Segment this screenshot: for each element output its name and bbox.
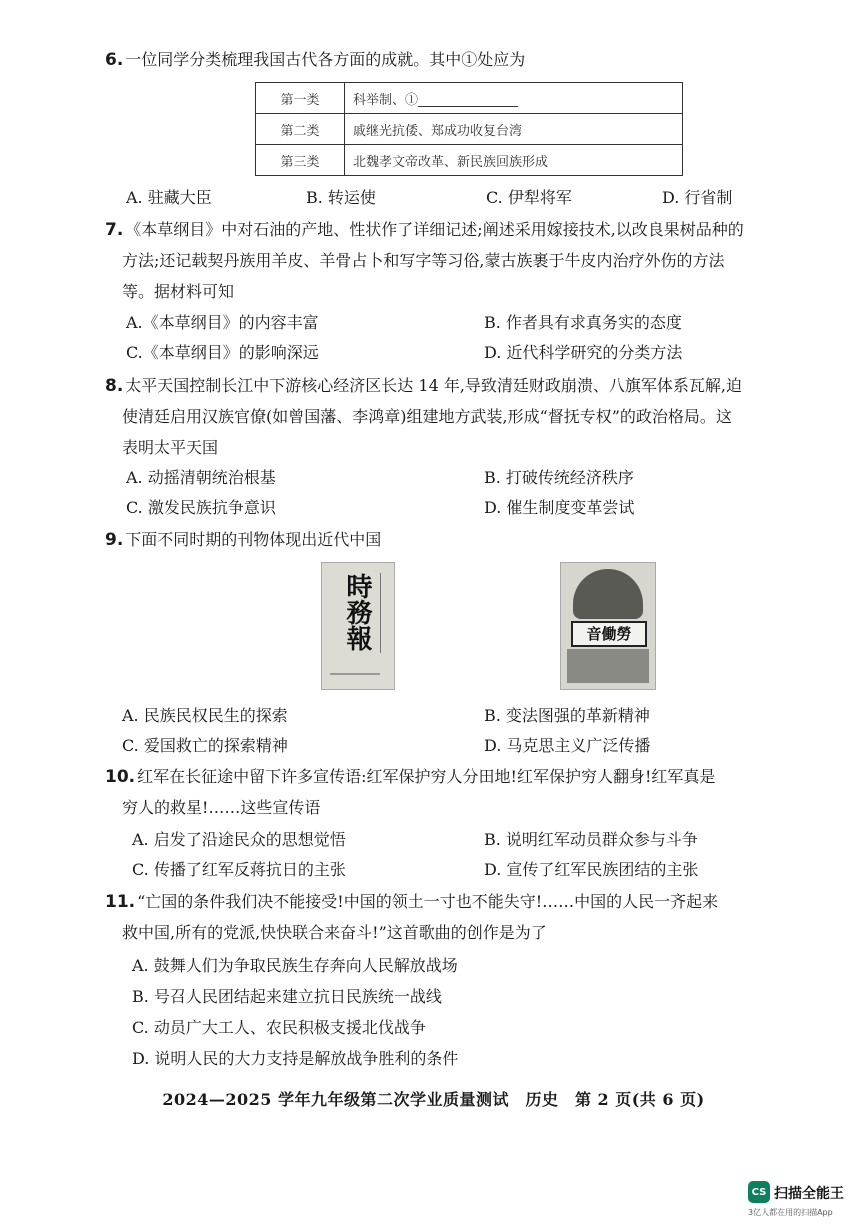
option-d[interactable]: D. 马克思主义广泛传播: [484, 736, 651, 755]
table-cell-label: 第一类: [256, 83, 345, 114]
option-d[interactable]: D. 催生制度变革尝试: [484, 498, 635, 517]
bottom-pattern: [567, 649, 649, 683]
option-b[interactable]: B. 说明红军动员群众参与斗争: [484, 830, 698, 849]
laodongyin-title: 音働勞: [571, 621, 647, 647]
option-c[interactable]: C. 爱国救亡的探索精神: [122, 736, 288, 755]
question-number: 7.: [105, 220, 124, 240]
question-number: 8.: [105, 376, 124, 396]
option-b[interactable]: B. 号召人民团结起来建立抗日民族统一战线: [132, 987, 442, 1006]
question-stem: 一位同学分类梳理我国古代各方面的成就。其中①处应为: [125, 50, 526, 69]
shiwubao-image: [321, 562, 395, 690]
question-number: 11.: [105, 892, 136, 912]
option-b[interactable]: B. 转运使: [306, 188, 376, 207]
table-row: [256, 114, 683, 145]
question-number: 10.: [105, 767, 136, 787]
question-stem-line: “亡国的条件我们决不能接受!中国的领土一寸也不能失守!……中国的人民一齐起来: [137, 892, 719, 911]
option-c[interactable]: C. 伊犁将军: [486, 188, 572, 207]
option-c[interactable]: C. 动员广大工人、农民积极支援北伐战争: [132, 1018, 426, 1037]
question-6: [105, 44, 817, 76]
option-c[interactable]: C. 传播了红军反蒋抗日的主张: [132, 860, 346, 879]
table-cell-label: 第三类: [256, 145, 345, 176]
question-stem-line: 方法;还记载契丹族用羊皮、羊骨占卜和写字等习俗,蒙古族裹于牛皮内治疗外伤的方法: [122, 251, 725, 270]
table-cell-content: 北魏孝文帝改革、新民族回族形成: [345, 145, 683, 176]
header-emblem: [573, 569, 643, 619]
question-stem-line: 红军在长征途中留下许多宣传语:红军保护穷人分田地!红军保护穷人翻身!红军真是: [137, 767, 716, 786]
option-c[interactable]: C. 激发民族抗争意识: [126, 498, 276, 517]
page-footer: 2024—2025 学年九年级第二次学业质量测试 历史 第 2 页(共 6 页): [162, 1090, 705, 1109]
table-cell-text: 科举制、①: [353, 92, 419, 108]
question-11: [105, 886, 817, 918]
question-8: [105, 370, 817, 402]
option-b[interactable]: B. 作者具有求真务实的态度: [484, 313, 682, 332]
option-d[interactable]: D. 行省制: [662, 188, 733, 207]
laodongyin-image: [560, 562, 656, 690]
option-a[interactable]: A.《本草纲目》的内容丰富: [126, 313, 319, 332]
answer-blank: [418, 94, 518, 107]
question-stem-line: 《本草纲目》中对石油的产地、性状作了详细记述;阐述采用嫁接技术,以改良果树品种的: [125, 220, 744, 239]
question-stem-line: 穷人的救星!……这些宣传语: [122, 798, 321, 817]
question-stem-line: 表明太平天国: [122, 438, 219, 457]
option-a[interactable]: A. 动摇清朝统治根基: [126, 468, 276, 487]
question-number: 6.: [105, 50, 124, 70]
question-7: [105, 214, 817, 246]
side-inscription: [380, 573, 381, 653]
option-b[interactable]: B. 变法图强的革新精神: [484, 706, 650, 725]
category-table: [255, 82, 683, 176]
table-cell-label: 第二类: [256, 114, 345, 145]
watermark-name: 扫描全能王: [774, 1186, 844, 1202]
option-a[interactable]: A. 驻藏大臣: [126, 188, 212, 207]
question-stem-line: 救中国,所有的党派,快快联合来奋斗!”这首歌曲的创作是为了: [122, 923, 547, 942]
camscanner-logo-icon: CS: [748, 1181, 770, 1203]
table-cell-content: [345, 83, 683, 114]
watermark-subtitle: 3亿人都在用的扫描App: [748, 1208, 833, 1217]
table-row: [256, 145, 683, 176]
option-a[interactable]: A. 启发了沿途民众的思想觉悟: [132, 830, 346, 849]
question-stem-line: 太平天国控制长江中下游核心经济区长达 14 年,导致清廷财政崩溃、八旗军体系瓦解,迫: [125, 376, 743, 395]
option-d[interactable]: D. 说明人民的大力支持是解放战争胜利的条件: [132, 1049, 459, 1068]
question-9: [105, 524, 817, 556]
question-stem: 下面不同时期的刊物体现出近代中国: [125, 530, 382, 549]
table-row: [256, 83, 683, 114]
option-c[interactable]: C.《本草纲目》的影响深远: [126, 343, 319, 362]
option-d[interactable]: D. 宣传了红军民族团结的主张: [484, 860, 699, 879]
question-10: [105, 761, 817, 793]
scanner-watermark: [748, 1181, 858, 1221]
shiwubao-title: 時務報: [342, 573, 372, 651]
option-b[interactable]: B. 打破传统经济秩序: [484, 468, 634, 487]
question-stem-line: 等。据材料可知: [122, 282, 235, 301]
bottom-inscription: [330, 673, 380, 675]
option-a[interactable]: A. 民族民权民生的探索: [122, 706, 288, 725]
table-cell-content: 戚继光抗倭、郑成功收复台湾: [345, 114, 683, 145]
question-stem-line: 使清廷启用汉族官僚(如曾国藩、李鸿章)组建地方武装,形成“督抚专权”的政治格局。这: [122, 407, 732, 426]
option-a[interactable]: A. 鼓舞人们为争取民族生存奔向人民解放战场: [132, 956, 458, 975]
option-d[interactable]: D. 近代科学研究的分类方法: [484, 343, 683, 362]
question-number: 9.: [105, 530, 124, 550]
